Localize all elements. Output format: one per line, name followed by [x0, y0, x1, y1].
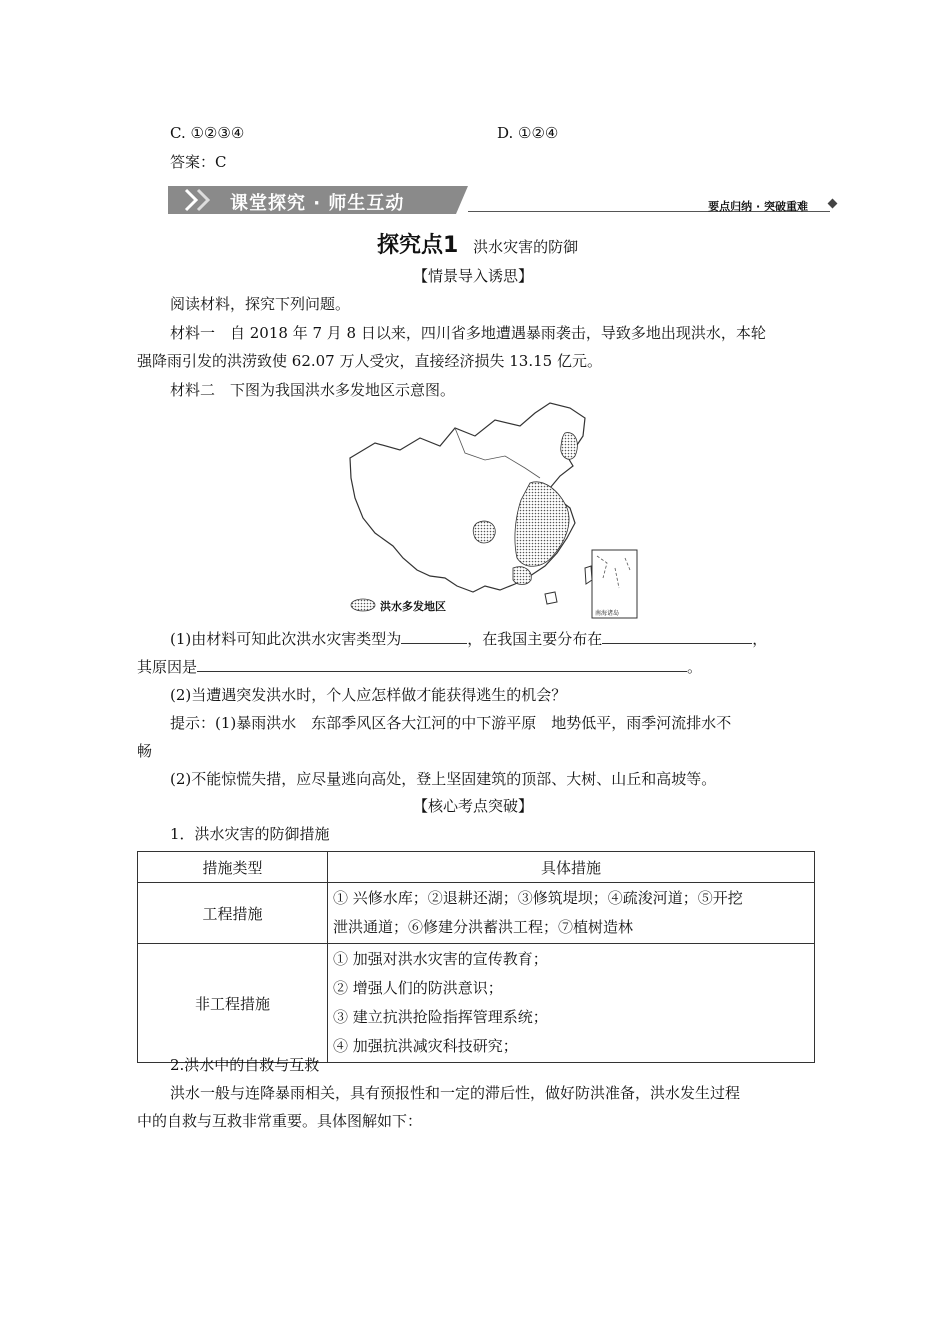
- table-row: [138, 944, 815, 1063]
- option-d: D. ①②④: [497, 124, 559, 142]
- paragraph-line2: 中的自救与互救非常重要。具体图解如下：: [137, 1112, 423, 1130]
- q1-end: 。: [687, 658, 703, 676]
- hint-line3: (2)不能惊慌失措，应尽量逃向高处，登上坚固建筑的顶部、大树、山丘和高坡等。: [170, 770, 717, 788]
- intro-heading: 【情景导入诱思】: [413, 267, 534, 285]
- material1-line1: 材料一 自 2018 年 7 月 8 日以来，四川省多地遭遇暴雨袭击，导致多地出现洪水，本轮: [170, 324, 766, 342]
- q1-reason-prefix: 其原因是: [137, 658, 198, 676]
- answer-blank-3: [197, 657, 687, 672]
- legend-swatch: [351, 599, 375, 611]
- material2: 材料二 下图为我国洪水多发地区示意图。: [170, 381, 456, 399]
- section-heading: [377, 228, 578, 259]
- table-header-row: [138, 852, 815, 883]
- q1-comma: ，: [752, 630, 768, 648]
- question-2: (2)当遭遇突发洪水时，个人应怎样做才能获得逃生的机会？: [170, 686, 567, 704]
- core-point1: 1．洪水灾害的防御措施: [170, 825, 330, 843]
- answer-blank-1: [401, 629, 467, 644]
- detail-line: ④ 加强抗洪减灾科技研究；: [333, 1037, 518, 1055]
- option-c: C. ①②③④: [170, 124, 245, 142]
- flood-map: [345, 398, 640, 620]
- heading-sub: 洪水灾害的防御: [473, 238, 579, 256]
- answer-blank-2: [602, 629, 752, 644]
- hint-line1: 提示：(1)暴雨洪水 东部季风区各大江河的中下游平原 地势低平，雨季河流排水不: [170, 714, 732, 732]
- question-1-line2: [137, 656, 702, 677]
- banner-title: 课堂探究 · 师生互动: [230, 193, 405, 214]
- intro-line: 阅读材料，探究下列问题。: [170, 295, 351, 313]
- q1-prefix: (1)由材料可知此次洪水灾害类型为: [170, 630, 402, 648]
- heading-main: 探究点1: [377, 233, 459, 258]
- chevron-icon: [182, 188, 222, 212]
- table-header-detail: 具体措施: [328, 852, 815, 883]
- detail-line: 泄洪通道；⑥修建分洪蓄洪工程；⑦植树造林: [333, 918, 634, 936]
- detail-line: ③ 建立抗洪抢险指挥管理系统；: [333, 1008, 548, 1026]
- table-row: [138, 883, 815, 944]
- section-banner: [168, 186, 836, 214]
- q1-middle: ，在我国主要分布在: [467, 630, 603, 648]
- china-map-outline: [345, 398, 640, 620]
- diamond-icon: [828, 199, 838, 209]
- table-header-type: 措施类型: [138, 852, 328, 883]
- table-row-detail: [328, 944, 815, 1063]
- table-row-detail: [328, 883, 815, 944]
- detail-line: ① 兴修水库；②退耕还湖；③修筑堤坝；④疏浚河道；⑤开挖: [333, 889, 743, 907]
- paragraph-line1: 洪水一般与连降暴雨相关，具有预报性和一定的滞后性，做好防洪准备，洪水发生过程: [170, 1084, 741, 1102]
- measures-table: [137, 851, 815, 1063]
- inset-label: 南海诸岛: [595, 610, 620, 617]
- core-point2: 2.洪水中的自救与互救: [170, 1056, 320, 1074]
- material1-line2: 强降雨引发的洪涝致使 62.07 万人受灾，直接经济损失 13.15 亿元。: [137, 352, 602, 370]
- table-row-type: 非工程措施: [138, 944, 328, 1063]
- core-heading: 【核心考点突破】: [413, 797, 534, 815]
- legend-label: 洪水多发地区: [380, 600, 446, 613]
- detail-line: ② 增强人们的防洪意识；: [333, 979, 503, 997]
- detail-line: ① 加强对洪水灾害的宣传教育；: [333, 950, 548, 968]
- question-1-line1: [170, 628, 767, 649]
- hint-line2: 畅: [137, 742, 153, 760]
- answer-text: 答案：C: [170, 153, 227, 171]
- table-row-type: 工程措施: [138, 883, 328, 944]
- banner-right-text: 要点归纳 · 突破重难: [708, 200, 808, 213]
